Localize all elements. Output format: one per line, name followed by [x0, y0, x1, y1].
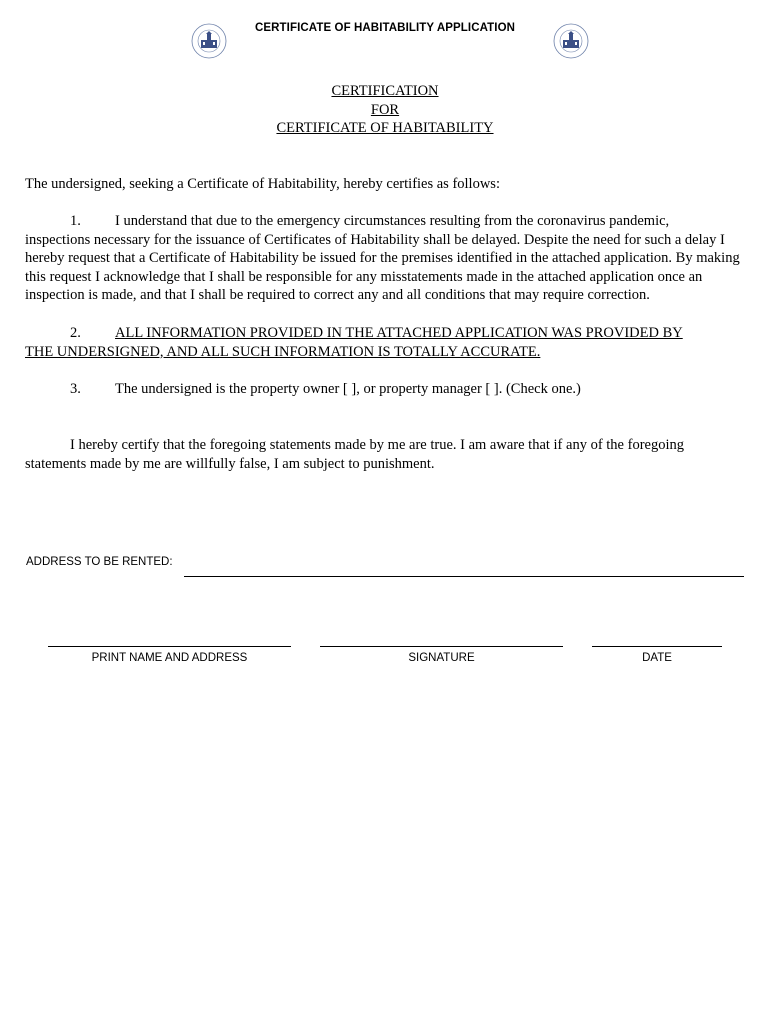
address-label: ADDRESS TO BE RENTED:	[26, 556, 173, 568]
item-1-paragraph	[25, 212, 747, 305]
heading-line-2: FOR	[370, 101, 400, 118]
township-seal-icon	[190, 22, 228, 60]
item-2-number: 2.	[70, 325, 81, 341]
print-name-label: PRINT NAME AND ADDRESS	[91, 652, 248, 664]
item-3-text: The undersigned is the property owner [ ], or property manager [ ]. (Check one.)	[115, 381, 581, 397]
item-1-first-line: I understand that due to the emergency circumstances resulting from the coronavirus pandemic,	[115, 213, 670, 229]
date-label: DATE	[642, 652, 672, 664]
item-3-paragraph	[25, 380, 747, 399]
certification-heading	[0, 82, 770, 138]
date-line[interactable]	[592, 646, 722, 647]
item-3-number: 3.	[70, 381, 81, 397]
item-2-first-line: ALL INFORMATION PROVIDED IN THE ATTACHED APPLICATION WAS PROVIDED BY	[115, 325, 683, 341]
document-header-title: CERTIFICATE OF HABITABILITY APPLICATION	[254, 22, 516, 34]
signature-label: SIGNATURE	[408, 652, 475, 664]
item-1-number: 1.	[70, 213, 81, 229]
certify-paragraph: I hereby certify that the foregoing statements made by me are true. I am aware that if any of the foregoing statements made by me are willfully false, I am subject to punishment.	[25, 437, 684, 472]
heading-line-3: CERTIFICATE OF HABITABILITY	[276, 120, 494, 136]
heading-line-1: CERTIFICATION	[331, 83, 439, 99]
signature-line[interactable]	[320, 646, 563, 647]
print-name-line[interactable]	[48, 646, 291, 647]
item-2-body: THE UNDERSIGNED, AND ALL SUCH INFORMATION IS TOTALLY ACCURATE.	[25, 343, 541, 360]
item-2-paragraph	[25, 324, 747, 361]
address-field-line[interactable]	[184, 576, 744, 577]
township-seal-icon	[552, 22, 590, 60]
intro-paragraph: The undersigned, seeking a Certificate of Habitability, hereby certifies as follows:	[25, 176, 500, 192]
item-1-body: inspections necessary for the issuance of Certificates of Habitability shall be delayed. Despite the need for such a delay I hereby request that a Certificate of Habitability be issued for the premises identified in the attached application. By making this request I acknowledge that I shall be responsible for any misstatements made in the attached application once an inspection is made, and that I shall be required to correct any and all conditions that may require correction.	[25, 231, 740, 303]
